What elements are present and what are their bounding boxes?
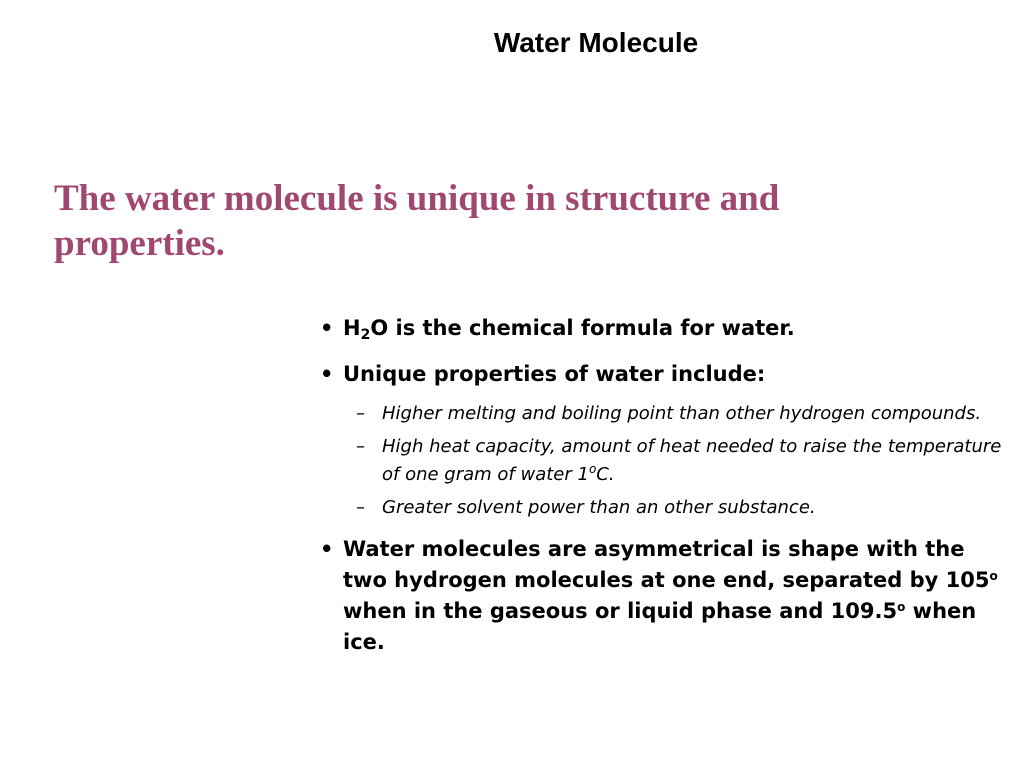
shape-text-b: when in the gaseous or liquid phase and 109.5 [343,599,898,623]
formula-prefix: H [343,316,361,340]
bullet-marker: • [320,537,334,561]
dash-marker: – [356,436,365,457]
bullet-marker: • [320,362,334,386]
shape-text-c: when ice. [343,599,977,654]
degree-superscript: o [588,462,597,476]
subitem-text: High heat capacity, amount of heat needed to raise the temperature of one gram of water 1 [382,436,1002,485]
slide-title: Water Molecule [493,27,699,58]
properties-sublist [356,400,1010,522]
degree-superscript-gas: o [989,569,998,583]
subitem-unit: C. [596,464,615,485]
subitem-heat-capacity [356,433,1010,489]
subitem-text: Higher melting and boiling point than other hydrogen compounds. [382,403,982,424]
dash-marker: – [356,403,365,424]
bullet-text: Unique properties of water include: [343,362,766,386]
bullet-list [320,313,1010,658]
subitem-solvent-power [356,494,1010,522]
bullet-asymmetrical-shape [320,534,1010,658]
shape-text-a: Water molecules are asymmetrical is shape with the two hydrogen molecules at one end, separated by 105 [343,537,990,592]
bullet-marker: • [320,316,334,340]
subitem-text: Greater solvent power than an other substance. [382,497,816,518]
degree-superscript-ice: o [897,600,906,614]
bullet-unique-properties [320,359,1010,390]
bullet-chemical-formula [320,313,1010,344]
subitem-melting-point [356,400,1010,428]
formula-subscript: 2 [360,327,371,343]
slide-subtitle: The water molecule is unique in structure and properties. [54,178,780,264]
formula-text: O is the chemical formula for water. [370,316,795,340]
dash-marker: – [356,497,365,518]
